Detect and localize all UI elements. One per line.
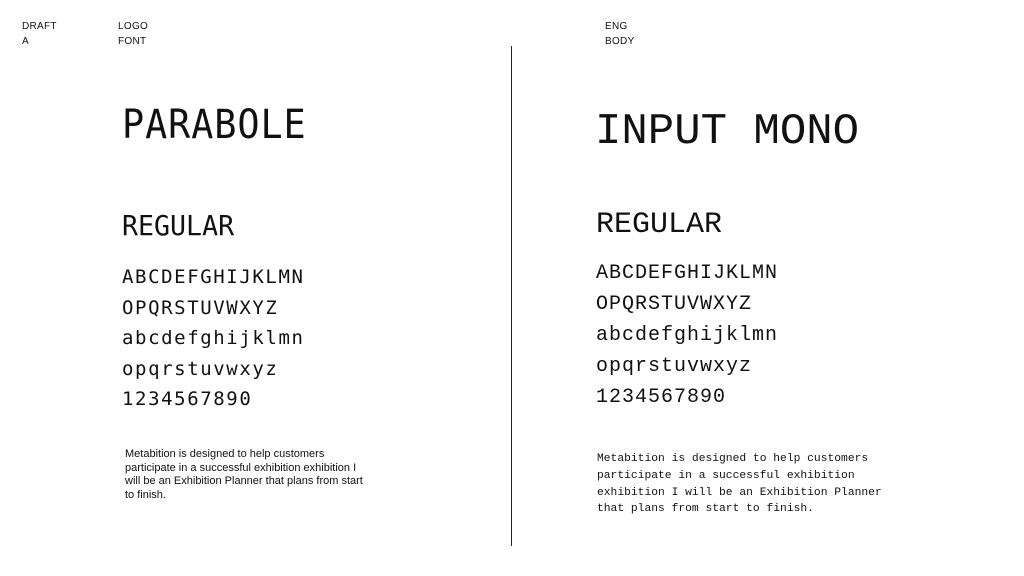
eng-body-label-line2: BODY — [605, 36, 635, 47]
glyph-line-uppercase-1: ABCDEFGHIJKLMN — [122, 266, 305, 288]
glyph-line-lowercase-2: opqrstuvwxyz — [596, 355, 753, 378]
draft-label-line2: A — [22, 36, 29, 47]
logo-font-glyphs — [122, 262, 305, 415]
body-font-name: INPUT MONO — [595, 107, 860, 157]
logo-font-name: PARABOLE — [122, 102, 307, 148]
glyph-line-lowercase-1: abcdefghijklmn — [596, 324, 779, 347]
glyph-line-numerals: 1234567890 — [596, 386, 727, 409]
logo-font-description: Metabition is designed to help customers participate in a successful exhibition exhibition I will be an Exhibition Planner that plans from start to finish. — [125, 448, 363, 501]
glyph-line-lowercase-1: abcdefghijklmn — [122, 327, 305, 349]
glyph-line-lowercase-2: opqrstuvwxyz — [122, 357, 279, 380]
body-font-glyphs — [596, 258, 778, 413]
glyph-line-uppercase-1: ABCDEFGHIJKLMN — [596, 262, 779, 285]
glyph-line-uppercase-2: OPQRSTUVWXYZ — [596, 293, 753, 316]
draft-label-line1: DRAFT — [22, 21, 57, 32]
eng-body-label — [605, 19, 635, 49]
body-font-description: Metabition is designed to help customers participate in a successful exhibition exhibition I will be an Exhibition Planner that plans from start to finish. — [597, 453, 882, 516]
glyph-line-numerals: 1234567890 — [122, 388, 253, 410]
logo-font-style: REGULAR — [122, 209, 235, 242]
center-divider — [511, 46, 512, 546]
logo-font-label-line1: LOGO — [118, 21, 149, 32]
draft-label — [22, 19, 57, 49]
logo-font-label-line2: FONT — [118, 36, 147, 47]
eng-body-label-line1: ENG — [605, 21, 628, 32]
logo-font-label — [118, 19, 148, 49]
glyph-line-uppercase-2: OPQRSTUVWXYZ — [122, 296, 279, 319]
body-font-style: REGULAR — [596, 208, 723, 242]
